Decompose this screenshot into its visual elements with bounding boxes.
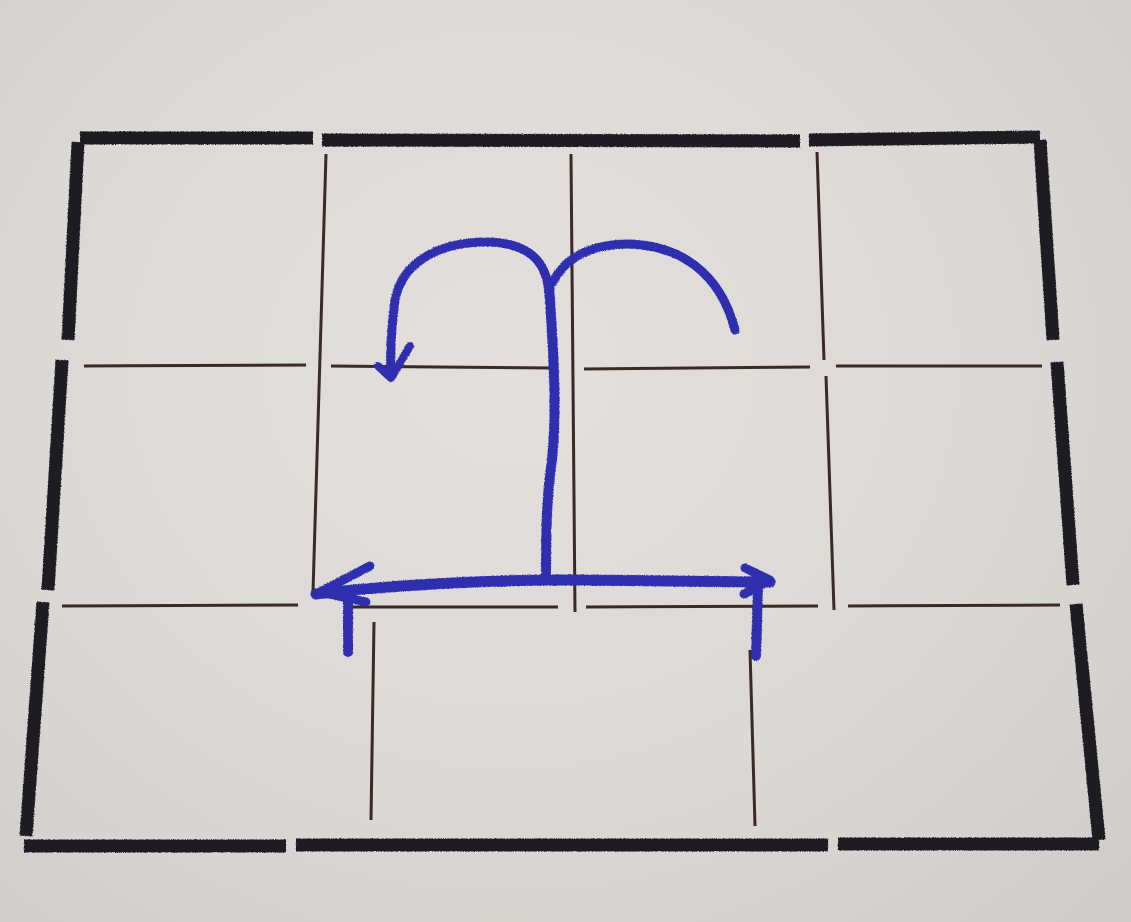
outer-frame (24, 137, 1099, 846)
grid-v3a (817, 152, 824, 360)
grid-h2-seg-1 (62, 605, 298, 606)
grid-v2 (571, 154, 575, 612)
grid-h2-seg-4 (848, 605, 1060, 606)
frame-left-seg-2 (48, 360, 62, 590)
frame-left-seg-1 (68, 142, 78, 340)
grid-v3b (826, 376, 834, 610)
frame-top-seg-2 (322, 140, 800, 141)
grid-h2-seg-3 (586, 606, 818, 607)
ink-drawing (316, 242, 770, 656)
grid-h1-seg-3 (584, 367, 810, 369)
frame-right-seg-3 (1076, 604, 1099, 840)
frame-left-seg-3 (26, 602, 43, 836)
frame-right-seg-2 (1057, 362, 1073, 585)
ink-left-arc (391, 242, 549, 376)
frame-top-seg-3 (809, 137, 1040, 140)
grid-v1 (313, 154, 326, 592)
ink-right-arc (553, 244, 735, 330)
grid-v4 (371, 622, 374, 820)
grid-h1-seg-1 (84, 365, 306, 366)
grid-lines (62, 152, 1060, 826)
grid-h1-seg-2 (331, 366, 555, 368)
grid-v5 (750, 650, 755, 826)
ink-horizontal-bar (316, 580, 770, 594)
frame-right-seg-1 (1040, 140, 1053, 340)
ink-stem (546, 282, 555, 578)
ink-right-leg (756, 588, 758, 656)
